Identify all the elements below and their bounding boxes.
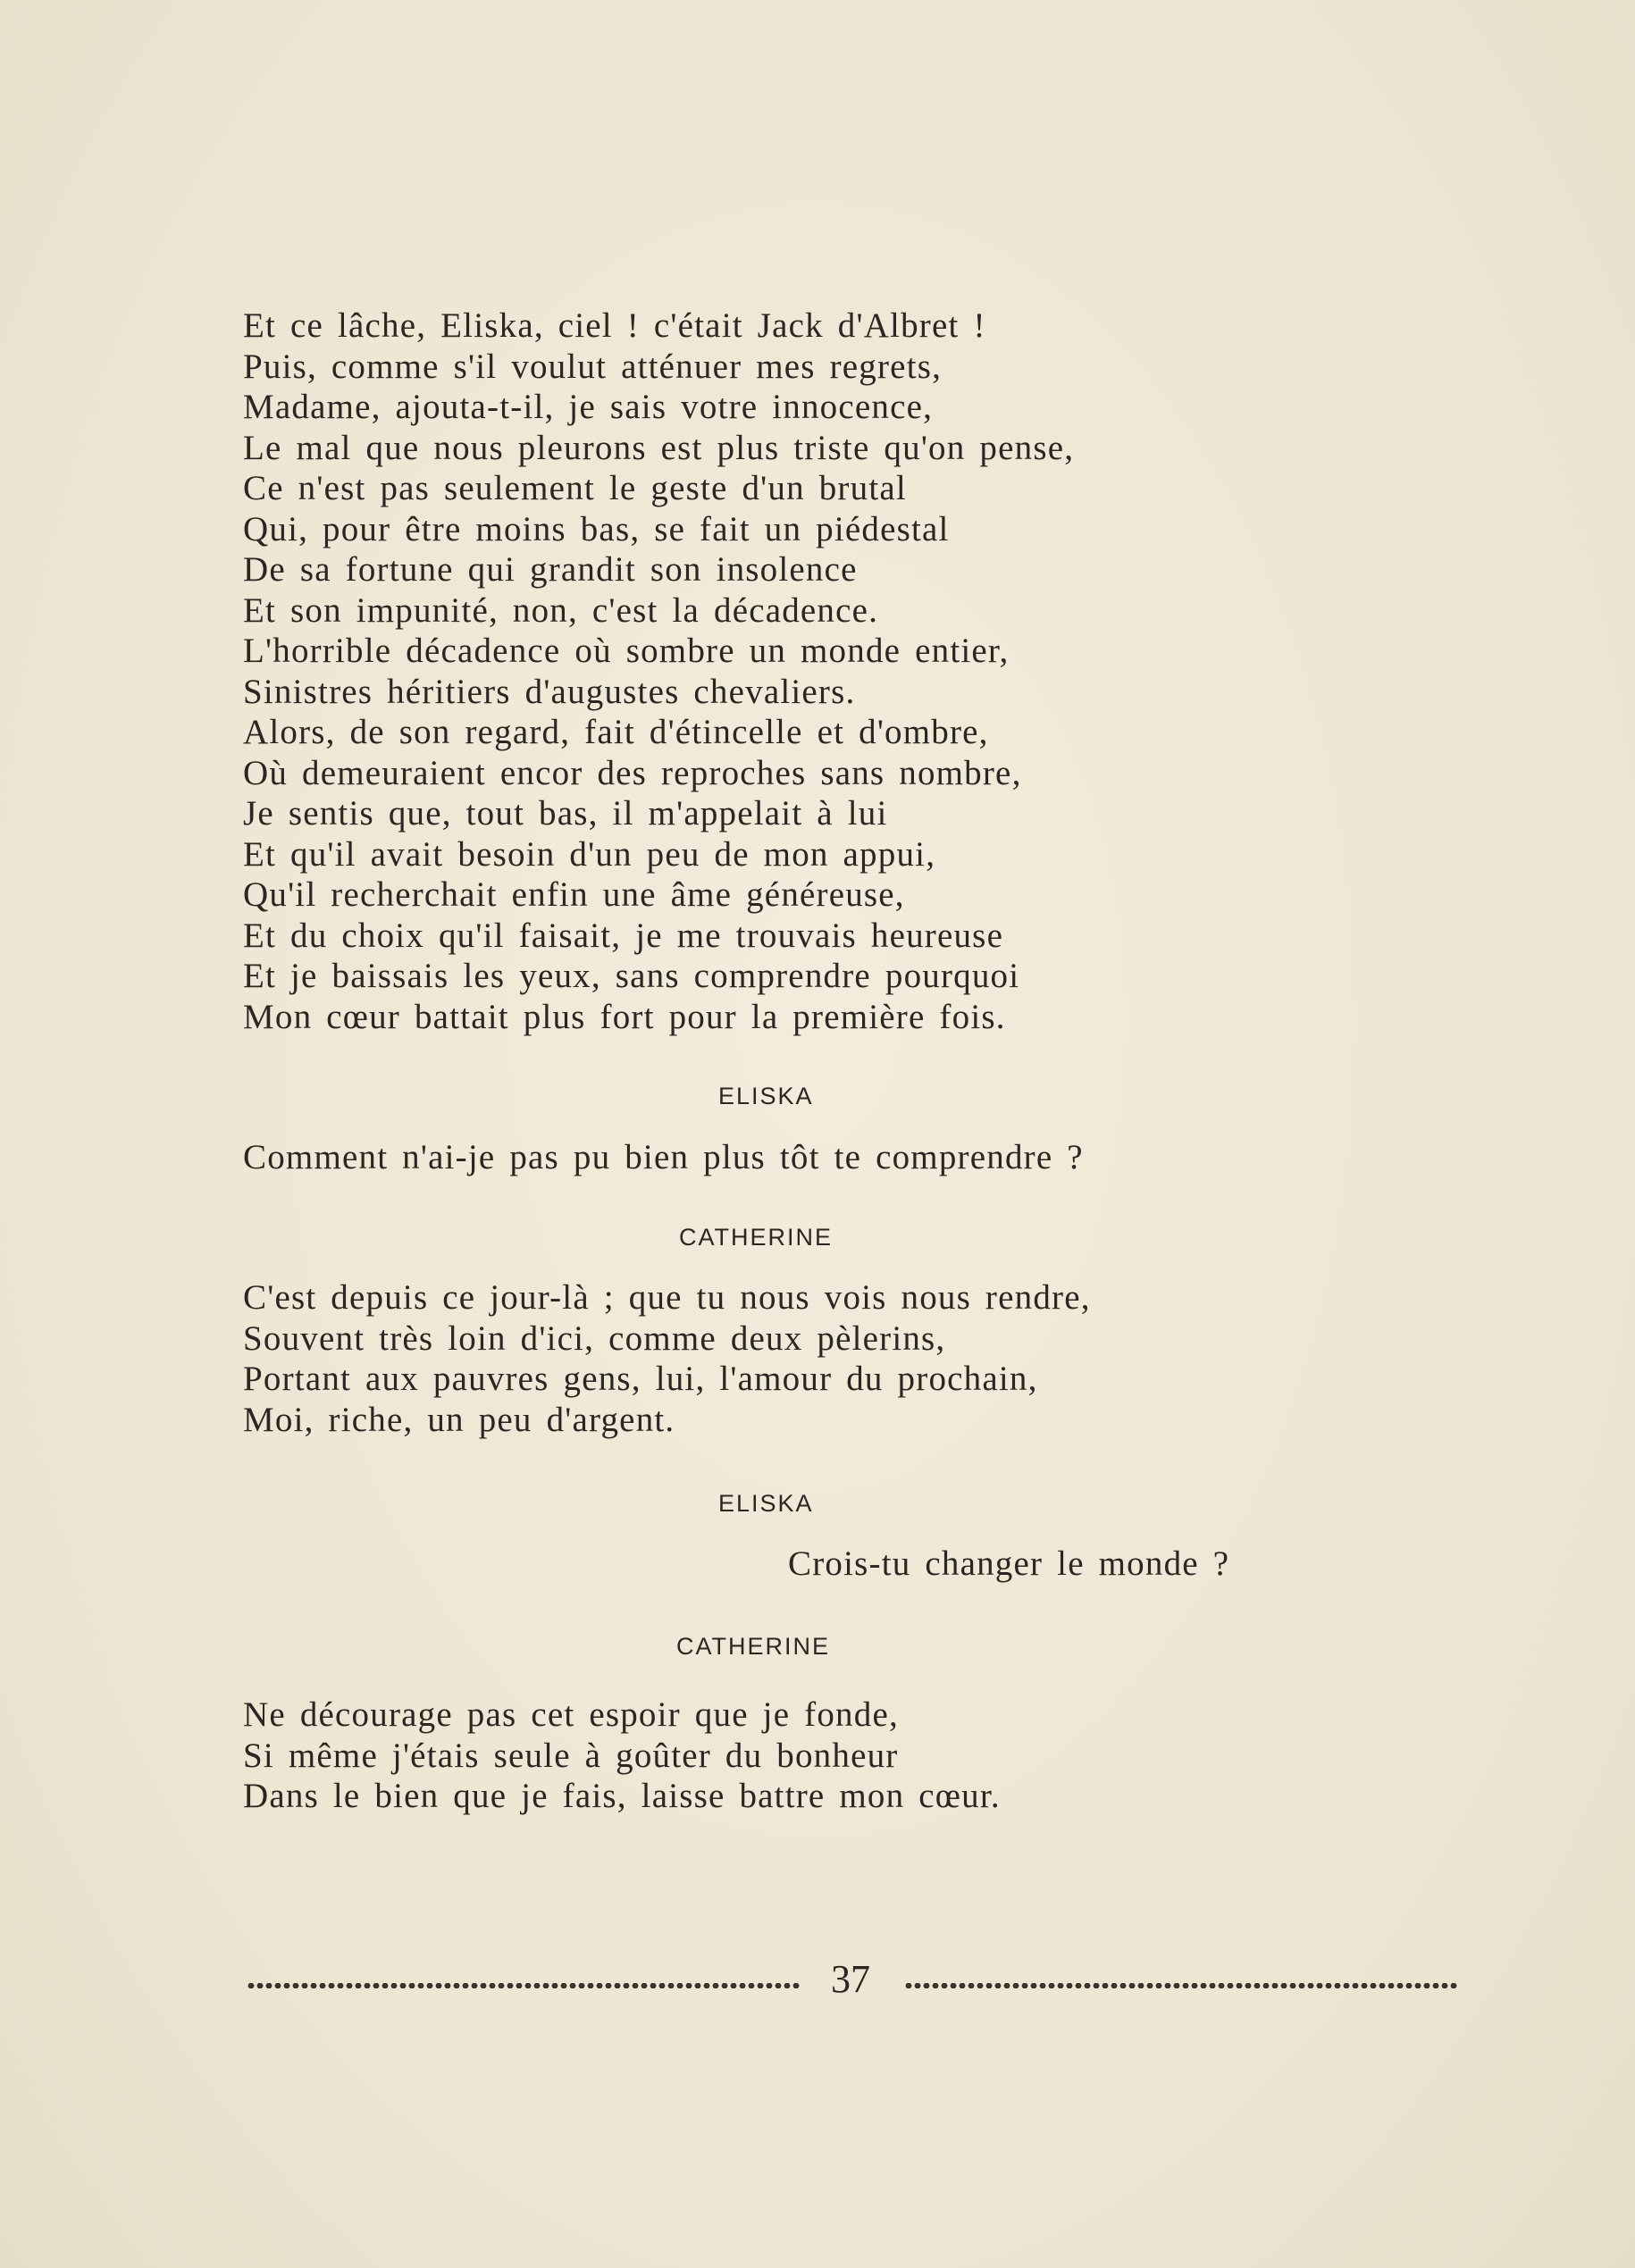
- verse-line: Si même j'étais seule à goûter du bonheur: [243, 1736, 899, 1775]
- page-number: 37: [831, 1957, 870, 2001]
- verse-line: Qu'il recherchait enfin une âme généreuse,: [243, 875, 905, 914]
- verse-line: Où demeuraient encor des reproches sans nombre,: [243, 753, 1022, 792]
- verse-line: L'horrible décadence où sombre un monde entier,: [243, 632, 1010, 670]
- speaker-name: ELISKA: [718, 1083, 814, 1109]
- speaker-name: CATHERINE: [676, 1633, 831, 1660]
- verse-passage-1: [243, 305, 1074, 1037]
- verse-line: Moi, riche, un peu d'argent.: [243, 1400, 675, 1439]
- verse-line: Dans le bien que je fais, laisse battre mon cœur.: [243, 1777, 1001, 1815]
- verse-line: Sinistres héritiers d'augustes chevaliers.: [243, 672, 856, 711]
- verse-passage-5: [243, 1695, 1001, 1817]
- speaker-name: ELISKA: [718, 1490, 814, 1517]
- verse-line: Madame, ajouta-t-il, je sais votre innocence,: [243, 388, 934, 426]
- verse-line: Alors, de son regard, fait d'étincelle et d'ombre,: [243, 713, 989, 751]
- dotted-rule-right: [904, 1983, 1458, 1988]
- verse-line: Portant aux pauvres gens, lui, l'amour du prochain,: [243, 1360, 1038, 1398]
- verse-line: Crois-tu changer le monde ?: [788, 1544, 1230, 1583]
- verse-line: Et ce lâche, Eliska, ciel ! c'était Jack d'Albret !: [243, 306, 986, 345]
- verse-line: Et je baissais les yeux, sans comprendre pourquoi: [243, 957, 1020, 995]
- verse-line: Souvent très loin d'ici, comme deux pèlerins,: [243, 1318, 946, 1358]
- verse-line: Puis, comme s'il voulut atténuer mes regrets,: [243, 347, 943, 386]
- verse-line: Et du choix qu'il faisait, je me trouvais heureuse: [243, 916, 1004, 955]
- verse-line: Et qu'il avait besoin d'un peu de mon appui,: [243, 834, 936, 874]
- verse-line: Ce n'est pas seulement le geste d'un brutal: [243, 469, 907, 507]
- page-footer: [243, 1953, 1458, 2006]
- verse-line: Et son impunité, non, c'est la décadence.: [243, 590, 879, 630]
- verse-line: C'est depuis ce jour-là ; que tu nous vois nous rendre,: [243, 1278, 1091, 1317]
- verse-line: Comment n'ai-je pas pu bien plus tôt te comprendre ?: [243, 1138, 1084, 1176]
- speaker-name: CATHERINE: [679, 1224, 834, 1251]
- verse-line: Mon cœur battait plus fort pour la première fois.: [243, 997, 1006, 1036]
- verse-line: Qui, pour être moins bas, se fait un piédestal: [243, 509, 950, 548]
- verse-line: Le mal que nous pleurons est plus triste qu'on pense,: [243, 428, 1075, 467]
- dotted-rule-left: [247, 1983, 801, 1988]
- verse-passage-3: [243, 1277, 1091, 1440]
- verse-line: Ne décourage pas cet espoir que je fonde,: [243, 1695, 899, 1734]
- verse-line: De sa fortune qui grandit son insolence: [243, 550, 858, 589]
- verse-line: Je sentis que, tout bas, il m'appelait à lui: [243, 794, 888, 833]
